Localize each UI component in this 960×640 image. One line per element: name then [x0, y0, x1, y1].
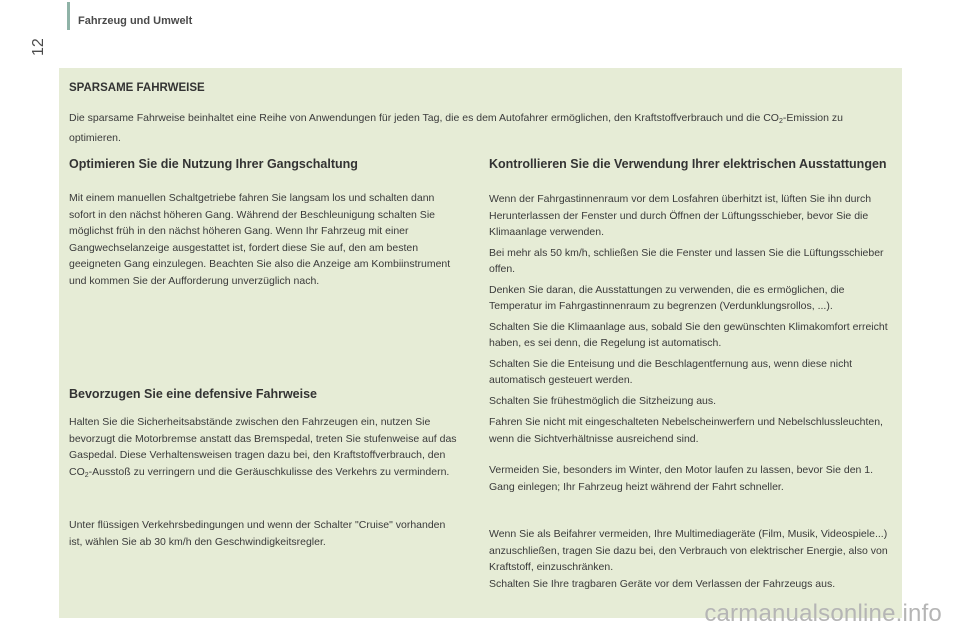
electrical-paragraph: Schalten Sie die Enteisung und die Beschlagentfernung aus, wenn diese nicht automatisch gesteuert werden.	[489, 357, 853, 386]
page-title: SPARSAME FAHRWEISE	[69, 82, 205, 94]
watermark: carmanualsonline.info	[704, 600, 942, 627]
winter-paragraph: Vermeiden Sie, besonders im Winter, den Motor laufen zu lassen, bevor Sie den 1. Gang einlegen; Ihr Fahrzeug heizt während der Fahrt schneller.	[489, 464, 874, 493]
electrical-paragraph: Denken Sie daran, die Ausstattungen zu verwenden, die es ermöglichen, die Temperatur im Fahrgastinnenraum zu begrenzen (Verdunklungsrollos, ...).	[489, 283, 845, 312]
electrical-paragraph: Schalten Sie die Klimaanlage aus, sobald Sie den gewünschten Klimakomfort erreicht haben, es sei denn, die Regelung ist automatisch.	[489, 320, 888, 349]
electrical-paragraph: Schalten Sie frühestmöglich die Sitzheizung aus.	[489, 394, 717, 407]
electrical-paragraph: Wenn der Fahrgastinnenraum vor dem Losfahren überhitzt ist, lüften Sie ihn durch Herunterlassen der Fenster und durch Öffnen der Lüftungsschieber, bevor Sie die Klimaanlage verwenden.	[489, 193, 872, 238]
intro-paragraph: Die sparsame Fahrweise beinhaltet eine Reihe von Anwendungen für jeden Tag, die es dem Autofahrer ermöglichen, den Kraftstoffverbrauch und die $CO_2$-Emission zu optimieren.	[69, 112, 843, 144]
gear-section-text: Mit einem manuellen Schaltgetriebe fahren Sie langsam los und schalten dann sofort in den nächst höheren Gang. Während der Beschleunigung schalten Sie möglichst früh in den nächst höheren Gang. Wenn Ihr Fahrzeug mit einer Gangwechselanzeige ausgestattet ist, fordert diese Sie auf, den am besten geeigneten Gang einzulegen. Beachten Sie also die Anzeige am Kombiinstrument und kommen Sie der Aufforderung unverzüglich nach.	[69, 192, 451, 287]
header-accent-bar	[67, 2, 70, 30]
defensive-paragraph-1: Halten Sie die Sicherheitsabstände zwischen den Fahrzeugen ein, nutzen Sie bevorzugt die Motorbremse anstatt das Bremspedal, treten Sie stufenweise auf das Gaspedal. Diese Verhaltensweisen tragen dazu bei, den Kraftstoffverbrauch, den $CO_2$-Ausstoß zu verringern und die Geräuschkulisse des Verkehrs zu vermindern.	[69, 416, 457, 479]
electrical-section-text	[489, 191, 894, 413]
page-number: 12	[30, 38, 47, 56]
electrical-section-heading: Kontrollieren Sie die Verwendung Ihrer elektrischen Ausstattungen	[489, 157, 887, 171]
electrical-paragraph: Bei mehr als 50 km/h, schließen Sie die Fenster und lassen Sie die Lüftungsschieber offen.	[489, 246, 884, 275]
defensive-section-heading: Bevorzugen Sie eine defensive Fahrweise	[69, 387, 318, 401]
fog-lights-paragraph: Fahren Sie nicht mit eingeschalteten Nebelscheinwerfern und Nebelschlussleuchten, wenn die Sichtverhältnisse ausreichend sind.	[489, 416, 883, 445]
multimedia-paragraph: Wenn Sie als Beifahrer vermeiden, Ihre Multimediageräte (Film, Musik, Videospiele...) anzuschließen, tragen Sie dazu bei, den Verbrauch von elektrischer Energie, also von Kraftstoff, einzuschränken.	[489, 528, 888, 573]
portable-devices-paragraph: Schalten Sie Ihre tragbaren Geräte vor dem Verlassen der Fahrzeugs aus.	[489, 578, 836, 590]
defensive-paragraph-2: Unter flüssigen Verkehrsbedingungen und wenn der Schalter "Cruise" vorhanden ist, wählen Sie ab 30 km/h den Geschwindigkeitsregler.	[69, 519, 446, 548]
section-title: Fahrzeug und Umwelt	[78, 15, 193, 27]
gear-section-heading: Optimieren Sie die Nutzung Ihrer Gangschaltung	[69, 157, 358, 171]
